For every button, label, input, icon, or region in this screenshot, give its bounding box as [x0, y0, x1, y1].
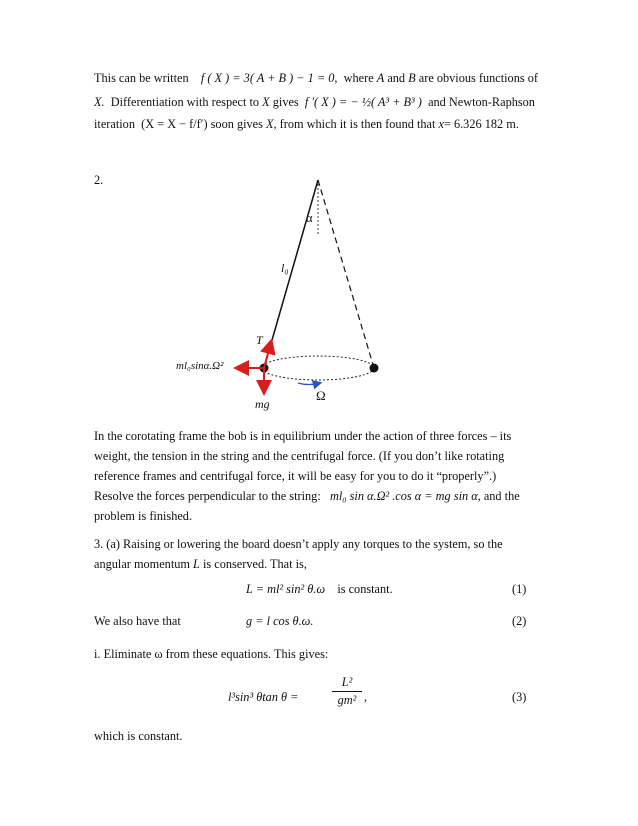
- var-l: L: [193, 557, 200, 571]
- text: is constant.: [337, 582, 393, 596]
- var-b: B: [408, 71, 416, 85]
- text: and: [387, 71, 406, 85]
- text: and Newton-Raphson: [428, 95, 535, 109]
- equation-resolve: ml₀ sin α.Ω² .cos α = mg sin α: [329, 489, 478, 503]
- bob-opposite: [370, 364, 379, 373]
- text: angular momentum: [94, 557, 190, 571]
- var-x: X: [265, 117, 274, 131]
- result-value: = 6.326 182 m.: [443, 117, 519, 131]
- weight-label: mg: [255, 397, 270, 411]
- equation-f: f ( X ) = 3( A + B ) − 1 = 0,: [200, 71, 338, 85]
- text: soon gives: [210, 117, 263, 131]
- equation-3-body: l³sin³ θtan θ =: [228, 690, 299, 704]
- var-a: A: [376, 71, 385, 85]
- text: This can be written: [94, 71, 189, 85]
- text: 2.: [94, 173, 104, 187]
- equation-3-number: (3): [512, 690, 527, 704]
- step-i: [94, 644, 546, 664]
- text: weight, the tension in the string and the centrifugal force. (If you don’t like rotating: [94, 449, 505, 463]
- section3-line1: [94, 534, 546, 554]
- para2-line1: [94, 426, 546, 446]
- equation-3-fraction: [332, 675, 362, 708]
- rotation-arrow: [298, 383, 320, 385]
- string-line: [264, 180, 318, 368]
- text: In the corotating frame the bob is in equilibrium under the action of three forces – its: [94, 429, 512, 443]
- closing-line: [94, 726, 546, 746]
- dashed-string: [318, 180, 374, 368]
- fraction-bar: [332, 691, 362, 692]
- length-label: l₀: [281, 261, 289, 275]
- text: where: [343, 71, 374, 85]
- section3-line2: [94, 554, 546, 574]
- text: which is constant.: [94, 729, 183, 743]
- equation-3-comma: ,: [364, 690, 368, 704]
- fraction-denominator: gm²: [337, 693, 357, 707]
- text: problem is finished.: [94, 509, 193, 523]
- orbit-ellipse: [262, 356, 374, 380]
- equation-iteration: (X = X − f/f′): [141, 117, 208, 131]
- tension-label: T: [256, 333, 263, 347]
- fraction-numerator: L²: [341, 675, 353, 689]
- text: iteration: [94, 117, 135, 131]
- equation-1: [246, 582, 393, 597]
- alpha-label: α: [306, 211, 313, 225]
- equation-2: [246, 614, 313, 629]
- text: Resolve the forces perpendicular to the string:: [94, 489, 321, 503]
- para2-line2: [94, 446, 546, 466]
- equation-2-intro: [94, 614, 181, 629]
- omega-label: Ω: [316, 388, 326, 403]
- text: , from which it is then found that: [273, 117, 436, 131]
- tension-arrow: [264, 342, 271, 368]
- text: Differentiation with respect to: [110, 95, 260, 109]
- text: 3. (a) Raising or lowering the board doesn’t apply any torques to the system, so the: [94, 537, 503, 551]
- text: i. Eliminate ω from these equations. This gives:: [94, 647, 329, 661]
- para2-line5: [94, 506, 546, 526]
- equation-1-number: (1): [512, 582, 527, 596]
- text: reference frames and centrifugal force, it will be easy for you to do it “properly”.): [94, 469, 497, 483]
- equation-1-body: L = ml² sin² θ.ω: [246, 582, 326, 596]
- equation-2-body: g = l cos θ.ω.: [246, 614, 314, 628]
- var-x: X: [262, 95, 270, 109]
- text: is conserved. That is,: [202, 557, 307, 571]
- text: gives: [272, 95, 299, 109]
- para2-line3: [94, 466, 546, 486]
- var-x-small: x: [438, 117, 444, 131]
- equation-3-lhs: [228, 690, 298, 705]
- centrifugal-label: ml₀sinα.Ω²: [176, 360, 224, 372]
- equation-fprime: f ′( X ) = − ½( A³ + B³ ): [304, 95, 422, 109]
- text: , and the: [477, 489, 520, 503]
- text: We also have that: [94, 614, 181, 628]
- equation-2-number: (2): [512, 614, 527, 628]
- var-x: X.: [94, 95, 105, 109]
- text: are obvious functions of: [418, 71, 538, 85]
- para2-line4: [94, 486, 546, 506]
